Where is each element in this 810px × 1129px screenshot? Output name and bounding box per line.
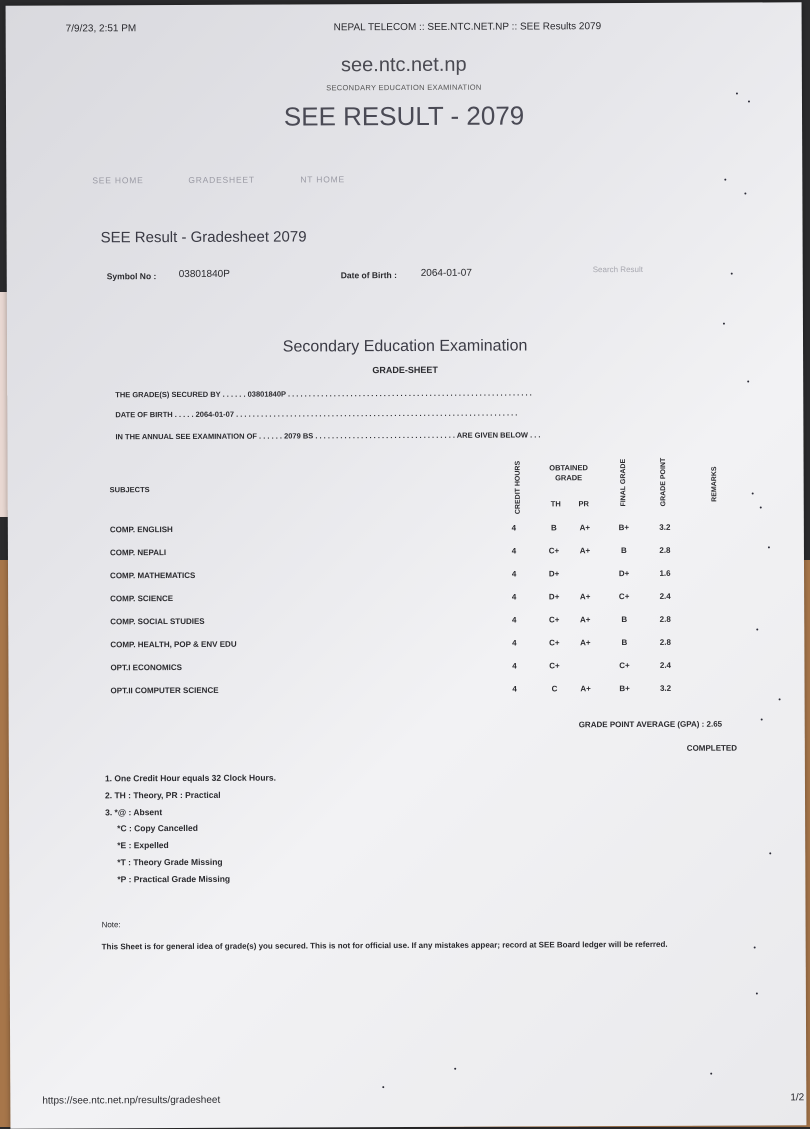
print-timestamp: 7/9/23, 2:51 PM — [66, 23, 137, 34]
header-th: TH — [546, 499, 566, 508]
grade-point: 2.4 — [650, 661, 680, 670]
header-grade-point: GRADE POINT — [660, 466, 667, 506]
table-row — [8, 591, 804, 594]
result-status: COMPLETED — [687, 744, 737, 753]
final-grade: B — [609, 615, 639, 624]
page-heading: SEE RESULT - 2079 — [6, 99, 802, 133]
credit-hours: 4 — [499, 523, 529, 532]
table-row — [8, 568, 804, 571]
nav-bar — [6, 2, 802, 5]
theory-grade: C+ — [539, 638, 569, 647]
header-pr: PR — [574, 499, 594, 508]
grade-point: 3.2 — [650, 523, 680, 532]
table-row — [8, 522, 804, 525]
nav-gradesheet[interactable]: GRADESHEET — [188, 175, 255, 185]
subject-name: COMP. NEPALI — [110, 548, 166, 557]
header-subjects: SUBJECTS — [110, 485, 150, 494]
practical-grade: A+ — [570, 638, 600, 647]
cert-line-exam: IN THE ANNUAL SEE EXAMINATION OF . . . . . . 2079 BS . . . . . . . . . . . . . . . . . . . . . . . . . . . . . . . . . . ARE GIVEN BELOW . . . — [115, 430, 540, 441]
credit-hours: 4 — [499, 615, 529, 624]
practical-grade: A+ — [571, 684, 601, 693]
print-page-title: NEPAL TELECOM :: SEE.NTC.NET.NP :: SEE Results 2079 — [334, 21, 602, 33]
theory-grade: D+ — [539, 569, 569, 578]
disclaimer-heading: Note: — [102, 920, 121, 929]
credit-hours: 4 — [499, 661, 529, 670]
final-grade: B — [609, 638, 639, 647]
final-grade: C+ — [609, 592, 639, 601]
subject-name: COMP. ENGLISH — [110, 525, 173, 534]
table-row — [8, 545, 804, 548]
theory-grade: B — [539, 523, 569, 532]
table-row — [8, 637, 804, 640]
note-item: 2. TH : Theory, PR : Practical — [105, 786, 276, 804]
header-obtained-grade: OBTAINED GRADE — [542, 463, 596, 483]
credit-hours: 4 — [500, 684, 530, 693]
practical-grade: A+ — [570, 592, 600, 601]
credit-hours: 4 — [499, 638, 529, 647]
note-item: *C : Copy Cancelled — [105, 820, 276, 838]
final-grade: C+ — [609, 661, 639, 670]
theory-grade: C+ — [539, 615, 569, 624]
gpa-summary: GRADE POINT AVERAGE (GPA) : 2.65 — [579, 720, 722, 730]
credit-hours: 4 — [499, 569, 529, 578]
subject-name: COMP. SOCIAL STUDIES — [110, 617, 204, 626]
page-number: 1/2 — [790, 1092, 804, 1103]
grade-point: 2.8 — [650, 615, 680, 624]
subject-name: COMP. HEALTH, POP & ENV EDU — [110, 640, 236, 650]
header-credit-hours: CREDIT HOURS — [515, 457, 523, 517]
toner-specks — [6, 2, 802, 5]
subject-name: OPT.II COMPUTER SCIENCE — [111, 686, 219, 695]
table-row — [9, 683, 805, 686]
notes-list — [105, 770, 277, 888]
theory-grade: C — [540, 684, 570, 693]
nav-nt-home[interactable]: NT HOME — [300, 174, 345, 184]
header-remarks: REMARKS — [711, 459, 718, 509]
table-row — [8, 614, 804, 617]
note-item: *P : Practical Grade Missing — [105, 870, 276, 888]
credit-hours: 4 — [499, 546, 529, 555]
disclaimer-text: This Sheet is for general idea of grade(s) you secured. This is not for official use. If any mistakes appear; record at SEE Board ledger will be referred. — [102, 935, 752, 956]
credit-hours: 4 — [499, 592, 529, 601]
search-result-link[interactable]: Search Result — [593, 265, 643, 274]
footer-url: https://see.ntc.net.np/results/gradesheet — [42, 1095, 220, 1107]
grade-point: 1.6 — [650, 569, 680, 578]
theory-grade: D+ — [539, 592, 569, 601]
final-grade: B — [609, 546, 639, 555]
final-grade: B+ — [609, 523, 639, 532]
grade-point: 2.8 — [650, 546, 680, 555]
grade-point: 2.4 — [650, 592, 680, 601]
cert-line-secured-by: THE GRADE(S) SECURED BY . . . . . . 03801840P . . . . . . . . . . . . . . . . . . . . . . . . . . . . . . . . . . . . . . . . . . . . . . . . . . . . . . . . . . . — [115, 388, 532, 399]
note-item: 1. One Credit Hour equals 32 Clock Hours. — [105, 770, 276, 788]
gradesheet-title: SEE Result - Gradesheet 2079 — [101, 228, 307, 246]
dob-value: 2064-01-07 — [421, 268, 472, 279]
final-grade: B+ — [610, 684, 640, 693]
practical-grade: A+ — [570, 615, 600, 624]
note-item: *E : Expelled — [105, 837, 276, 855]
exam-title: Secondary Education Examination — [7, 336, 803, 357]
note-item: 3. *@ : Absent — [105, 803, 276, 821]
practical-grade: A+ — [570, 546, 600, 555]
header-final-grade: FINAL GRADE — [620, 467, 627, 507]
site-name: see.ntc.net.np — [6, 52, 802, 78]
dob-label: Date of Birth : — [341, 270, 397, 280]
symbol-value: 03801840P — [179, 269, 230, 280]
cert-line-dob: DATE OF BIRTH . . . . . 2064-01-07 . . . . . . . . . . . . . . . . . . . . . . . . . . . . . . . . . . . . . . . . . . . . . . . . . . . . . . . . . . . . . . . . . . . . — [115, 409, 517, 420]
site-subtitle: SECONDARY EDUCATION EXAMINATION — [6, 81, 802, 93]
note-item: *T : Theory Grade Missing — [105, 854, 276, 872]
grade-point: 3.2 — [651, 684, 681, 693]
theory-grade: C+ — [539, 546, 569, 555]
subject-name: OPT.I ECONOMICS — [110, 663, 182, 672]
printed-page — [6, 2, 807, 1128]
practical-grade: A+ — [570, 523, 600, 532]
subject-name: COMP. SCIENCE — [110, 594, 173, 603]
nav-see-home[interactable]: SEE HOME — [92, 175, 143, 185]
table-row — [8, 660, 804, 663]
subject-name: COMP. MATHEMATICS — [110, 571, 195, 580]
theory-grade: C+ — [539, 661, 569, 670]
final-grade: D+ — [609, 569, 639, 578]
grade-sheet-title: GRADE-SHEET — [7, 363, 803, 376]
grade-point: 2.8 — [650, 638, 680, 647]
symbol-label: Symbol No : — [107, 271, 157, 281]
